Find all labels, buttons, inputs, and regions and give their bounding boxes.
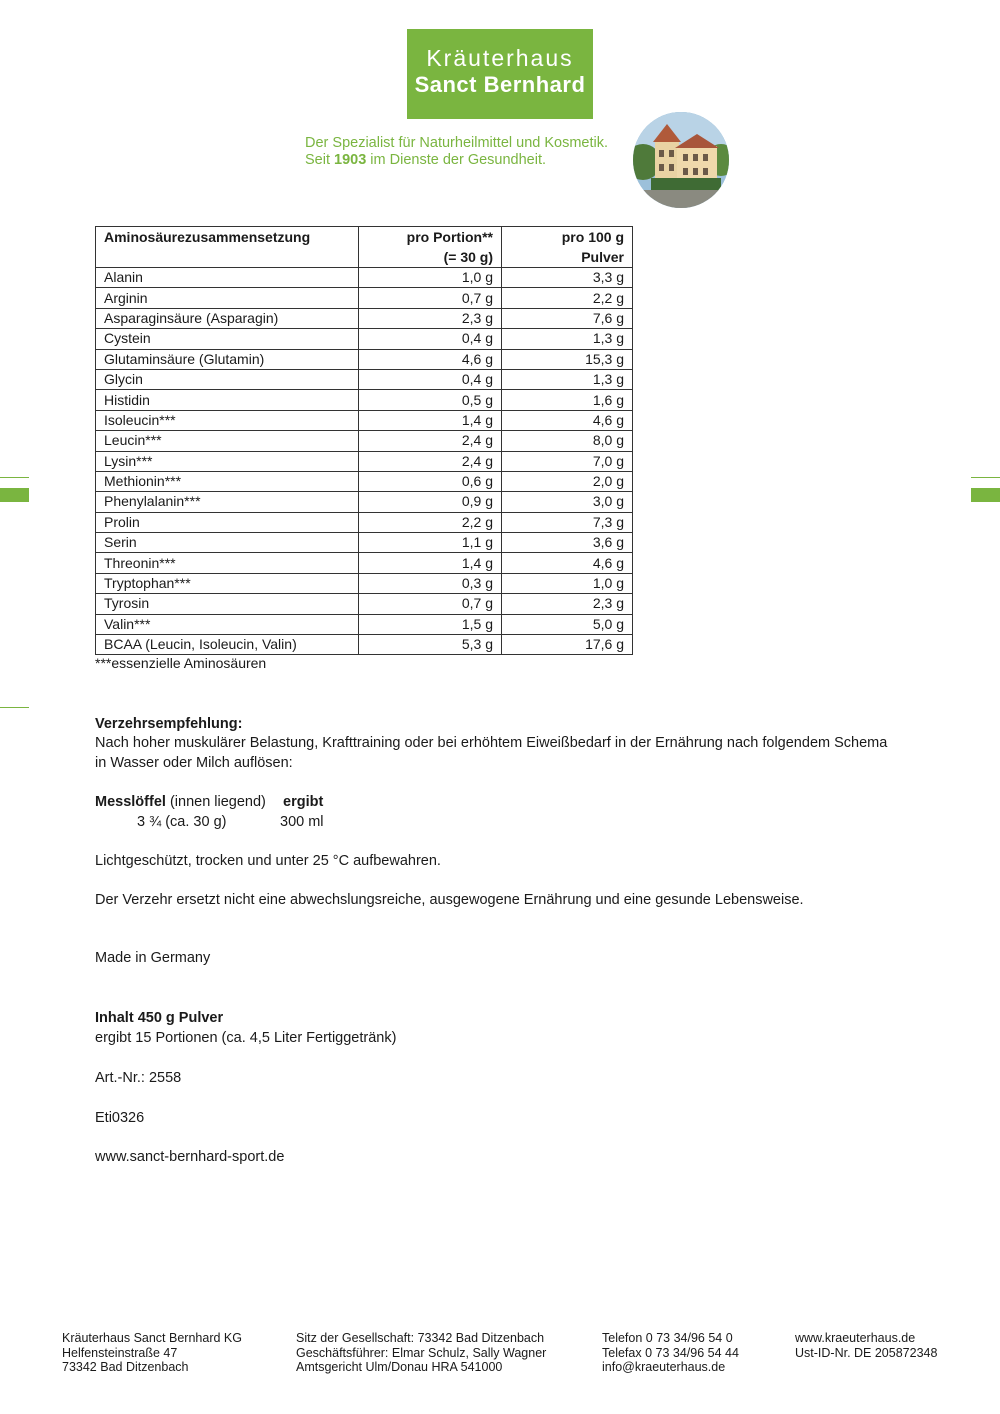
per-portion-value: 0,3 g: [359, 573, 502, 593]
amino-acid-name: Glycin: [96, 369, 359, 389]
building-illustration: [633, 112, 729, 208]
footer-company-city: 73342 Bad Ditzenbach: [62, 1360, 189, 1374]
amino-acid-name: Serin: [96, 533, 359, 553]
scoop-amount: 3 ¾ (ca. 30 g): [137, 814, 227, 830]
table-row: [96, 329, 633, 349]
tagline-line1: Der Spezialist für Naturheilmittel und Kosmetik.: [305, 135, 609, 151]
table-row: [96, 635, 633, 655]
per-100g-value: 17,6 g: [502, 635, 633, 655]
tagline-line2: [305, 152, 608, 169]
per-100g-value: 2,0 g: [502, 471, 633, 491]
table-row: [96, 553, 633, 573]
per-100g-value: 4,6 g: [502, 410, 633, 430]
footer-company: [62, 1331, 242, 1375]
amino-acid-name: BCAA (Leucin, Isoleucin, Valin): [96, 635, 359, 655]
amino-acid-name: Prolin: [96, 512, 359, 532]
table-row: [96, 390, 633, 410]
footer-contact: [602, 1331, 739, 1375]
amino-acid-name: Valin***: [96, 614, 359, 634]
content-detail: ergibt 15 Portionen (ca. 4,5 Liter Fertiggetränk): [95, 1030, 397, 1046]
column-header-per-portion-line2: (= 30 g): [443, 249, 493, 265]
table-row: [96, 268, 633, 288]
amino-acid-name: Methionin***: [96, 471, 359, 491]
column-header-composition: [96, 227, 359, 268]
per-portion-value: 2,2 g: [359, 512, 502, 532]
table-header-row: [96, 227, 633, 268]
per-100g-value: 1,0 g: [502, 573, 633, 593]
amino-acid-name: Histidin: [96, 390, 359, 410]
scoop-note: (innen liegend): [165, 794, 266, 810]
column-header-per-portion-line1: pro Portion**: [406, 229, 493, 245]
column-header-per-100g-line1: pro 100 g: [561, 229, 624, 245]
side-divider-right-top: [971, 477, 1000, 478]
per-portion-value: 0,6 g: [359, 471, 502, 491]
building-photo: [633, 112, 729, 208]
column-header-composition-label: Aminosäurezusammensetzung: [104, 229, 311, 245]
per-100g-value: 1,3 g: [502, 329, 633, 349]
amino-acid-name: Tryptophan***: [96, 573, 359, 593]
brand-name-line2: Sanct Bernhard: [414, 72, 586, 97]
tagline-year: 1903: [334, 152, 367, 168]
amino-acid-name: Cystein: [96, 329, 359, 349]
per-portion-value: 0,5 g: [359, 390, 502, 410]
table-row: [96, 308, 633, 328]
per-portion-value: 0,9 g: [359, 492, 502, 512]
tagline-suffix: im Dienste der Gesundheit.: [366, 152, 547, 168]
amino-acid-name: Glutaminsäure (Glutamin): [96, 349, 359, 369]
article-number: Art.-Nr.: 2558: [95, 1070, 182, 1086]
amino-acid-name: Lysin***: [96, 451, 359, 471]
table-row: [96, 451, 633, 471]
tagline-prefix: Seit: [305, 152, 335, 168]
per-100g-value: 3,0 g: [502, 492, 633, 512]
per-100g-value: 2,2 g: [502, 288, 633, 308]
side-divider-left-bottom: [0, 707, 29, 708]
brand-logo: [407, 29, 593, 119]
per-portion-value: 4,6 g: [359, 349, 502, 369]
per-100g-value: 15,3 g: [502, 349, 633, 369]
amino-acid-name: Alanin: [96, 268, 359, 288]
storage-note: Lichtgeschützt, trocken und unter 25 °C aufbewahren.: [95, 853, 441, 869]
amino-acid-name: Threonin***: [96, 553, 359, 573]
result-label: ergibt: [283, 794, 324, 810]
disclaimer: Der Verzehr ersetzt nicht eine abwechslungsreiche, ausgewogene Ernährung und eine gesunde Lebensweise.: [95, 892, 804, 908]
table-row: [96, 288, 633, 308]
per-100g-value: 2,3 g: [502, 594, 633, 614]
per-100g-value: 1,3 g: [502, 369, 633, 389]
footer-website[interactable]: www.kraeuterhaus.de: [795, 1331, 916, 1345]
table-row: [96, 492, 633, 512]
table-row: [96, 614, 633, 634]
footer-fax: Telefax 0 73 34/96 54 44: [602, 1345, 739, 1360]
per-100g-value: 8,0 g: [502, 431, 633, 451]
recommendation-title: Verzehrsempfehlung:: [95, 716, 243, 732]
amino-acid-name: Leucin***: [96, 431, 359, 451]
footer-phone: Telefon 0 73 34/96 54 0: [602, 1331, 733, 1345]
per-portion-value: 0,7 g: [359, 594, 502, 614]
per-portion-value: 2,3 g: [359, 308, 502, 328]
footer-company-name: Kräuterhaus Sanct Bernhard KG: [62, 1331, 242, 1345]
amino-acid-name: Tyrosin: [96, 594, 359, 614]
table-row: [96, 471, 633, 491]
per-100g-value: 7,0 g: [502, 451, 633, 471]
table-row: [96, 431, 633, 451]
per-portion-value: 0,7 g: [359, 288, 502, 308]
footer-legal-seat: Sitz der Gesellschaft: 73342 Bad Ditzenbach: [296, 1331, 545, 1345]
table-row: [96, 369, 633, 389]
table-row: [96, 512, 633, 532]
per-100g-value: 3,3 g: [502, 268, 633, 288]
per-100g-value: 7,6 g: [502, 308, 633, 328]
tagline: [305, 135, 608, 169]
table-footnote: ***essenzielle Aminosäuren: [95, 655, 267, 671]
per-100g-value: 5,0 g: [502, 614, 633, 634]
website-link[interactable]: www.sanct-bernhard-sport.de: [95, 1149, 285, 1165]
origin: Made in Germany: [95, 950, 211, 966]
footer-legal-court: Amtsgericht Ulm/Donau HRA 541000: [296, 1360, 503, 1374]
footer-vat-id: Ust-ID-Nr. DE 205872348: [795, 1345, 938, 1360]
table-row: [96, 410, 633, 430]
footer-legal: [296, 1331, 546, 1375]
per-100g-value: 1,6 g: [502, 390, 633, 410]
column-header-per-100g: [502, 227, 633, 268]
footer-email[interactable]: info@kraeuterhaus.de: [602, 1360, 726, 1374]
recommendation-text-line1: Nach hoher muskulärer Belastung, Krafttraining oder bei erhöhtem Eiweißbedarf in der Ernährung nach folgendem Schema: [95, 735, 888, 751]
per-portion-value: 2,4 g: [359, 451, 502, 471]
scoop-label: Messlöffel: [95, 794, 166, 810]
label-code: Eti0326: [95, 1110, 145, 1126]
per-portion-value: 1,0 g: [359, 268, 502, 288]
side-divider-left-top: [0, 477, 29, 478]
per-portion-value: 2,4 g: [359, 431, 502, 451]
footer-web: [795, 1331, 937, 1360]
column-header-per-100g-line2: Pulver: [581, 249, 624, 265]
column-header-per-portion: [359, 227, 502, 268]
per-portion-value: 1,4 g: [359, 410, 502, 430]
brand-name-line1: Kräuterhaus: [426, 45, 574, 71]
result-amount: 300 ml: [280, 814, 324, 830]
table-row: [96, 349, 633, 369]
per-portion-value: 5,3 g: [359, 635, 502, 655]
per-portion-value: 0,4 g: [359, 369, 502, 389]
amino-acid-name: Isoleucin***: [96, 410, 359, 430]
amino-acid-table: [95, 226, 633, 655]
table-row: [96, 533, 633, 553]
per-portion-value: 1,5 g: [359, 614, 502, 634]
side-mark-left: [0, 488, 29, 502]
side-mark-right: [971, 488, 1000, 502]
footer-legal-directors: Geschäftsführer: Elmar Schulz, Sally Wagner: [296, 1345, 547, 1360]
recommendation-text-line2: in Wasser oder Milch auflösen:: [95, 755, 293, 771]
per-portion-value: 1,1 g: [359, 533, 502, 553]
amino-acid-name: Phenylalanin***: [96, 492, 359, 512]
per-100g-value: 7,3 g: [502, 512, 633, 532]
per-100g-value: 3,6 g: [502, 533, 633, 553]
footer-company-street: Helfensteinstraße 47: [62, 1345, 178, 1360]
per-portion-value: 1,4 g: [359, 553, 502, 573]
content-title: Inhalt 450 g Pulver: [95, 1010, 224, 1026]
amino-acid-name: Arginin: [96, 288, 359, 308]
amino-acid-name: Asparaginsäure (Asparagin): [96, 308, 359, 328]
table-row: [96, 573, 633, 593]
table-row: [96, 594, 633, 614]
per-portion-value: 0,4 g: [359, 329, 502, 349]
scoop-header: [95, 792, 266, 812]
per-100g-value: 4,6 g: [502, 553, 633, 573]
